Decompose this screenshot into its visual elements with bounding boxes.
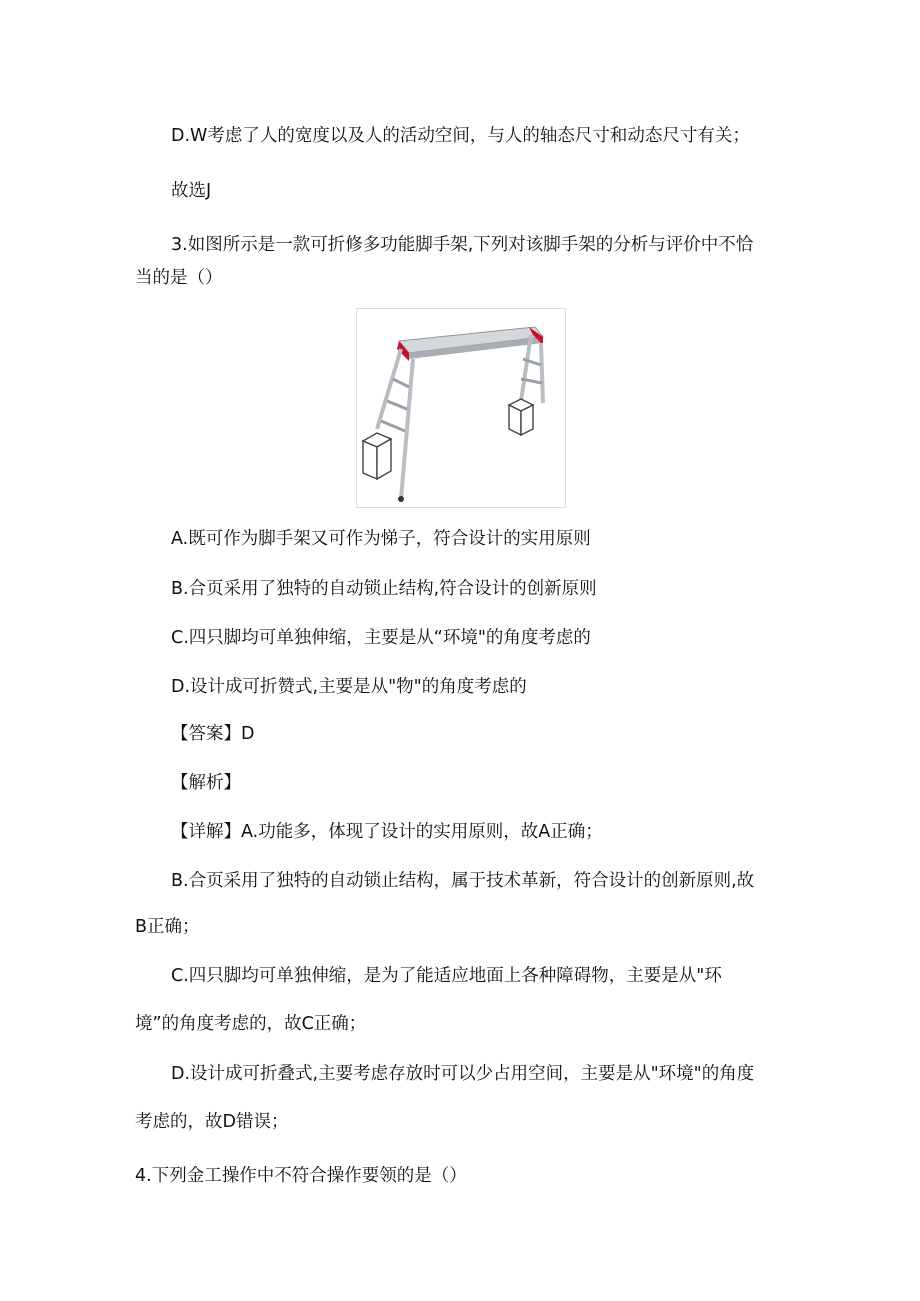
- detail-a: 【详解】A.功能多，体现了设计的实用原则，故A正确；: [171, 822, 603, 842]
- option-c: C.四只脚均可单独伸缩，主要是从“环境"的角度考虑的: [171, 628, 591, 648]
- detail-c-cont: 境”的角度考虑的，故C正确；: [135, 1014, 367, 1034]
- option-a: A.既可作为脚手架又可作为悌子，符合设计的实用原则: [171, 529, 591, 549]
- option-b: B.合页采用了独特的自动锁止结构,符合设计的创新原则: [171, 579, 597, 599]
- detail-d-cont: 考虑的，故D错误；: [135, 1112, 289, 1132]
- detail-d: D.设计成可折叠式,主要考虑存放时可以少占用空间，主要是从"环境"的角度: [171, 1064, 755, 1084]
- detail-c: C.四只脚均可单独伸缩，是为了能适应地面上各种障碍物，主要是从"环: [171, 966, 722, 986]
- question-4-stem: 4.下列金工操作中不符合操作要领的是（）: [135, 1166, 467, 1186]
- detail-b: B.合页采用了独特的自动锁止结构，属于技术革新，符合设计的创新原则,故: [171, 871, 755, 891]
- option-d-previous: D.W考虑了人的宽度以及人的活动空间，与人的轴态尺寸和动态尺寸有关；: [171, 126, 750, 146]
- scaffold-figure: [356, 308, 566, 508]
- analysis-label: 【解析】: [171, 773, 241, 793]
- question-3-stem: 3.如图所示是一款可折修多功能脚手架,下列对该脚手架的分析与评价中不恰: [171, 235, 754, 255]
- choice-statement: 故选J: [171, 181, 212, 201]
- folding-scaffold-illustration: [357, 309, 565, 507]
- detail-b-cont: B正确；: [135, 917, 200, 937]
- question-3-stem-cont: 当的是（）: [135, 268, 223, 288]
- answer-label: 【答案】D: [171, 724, 255, 744]
- option-d: D.设计成可折赞式,主要是从"物"的角度考虑的: [171, 677, 527, 697]
